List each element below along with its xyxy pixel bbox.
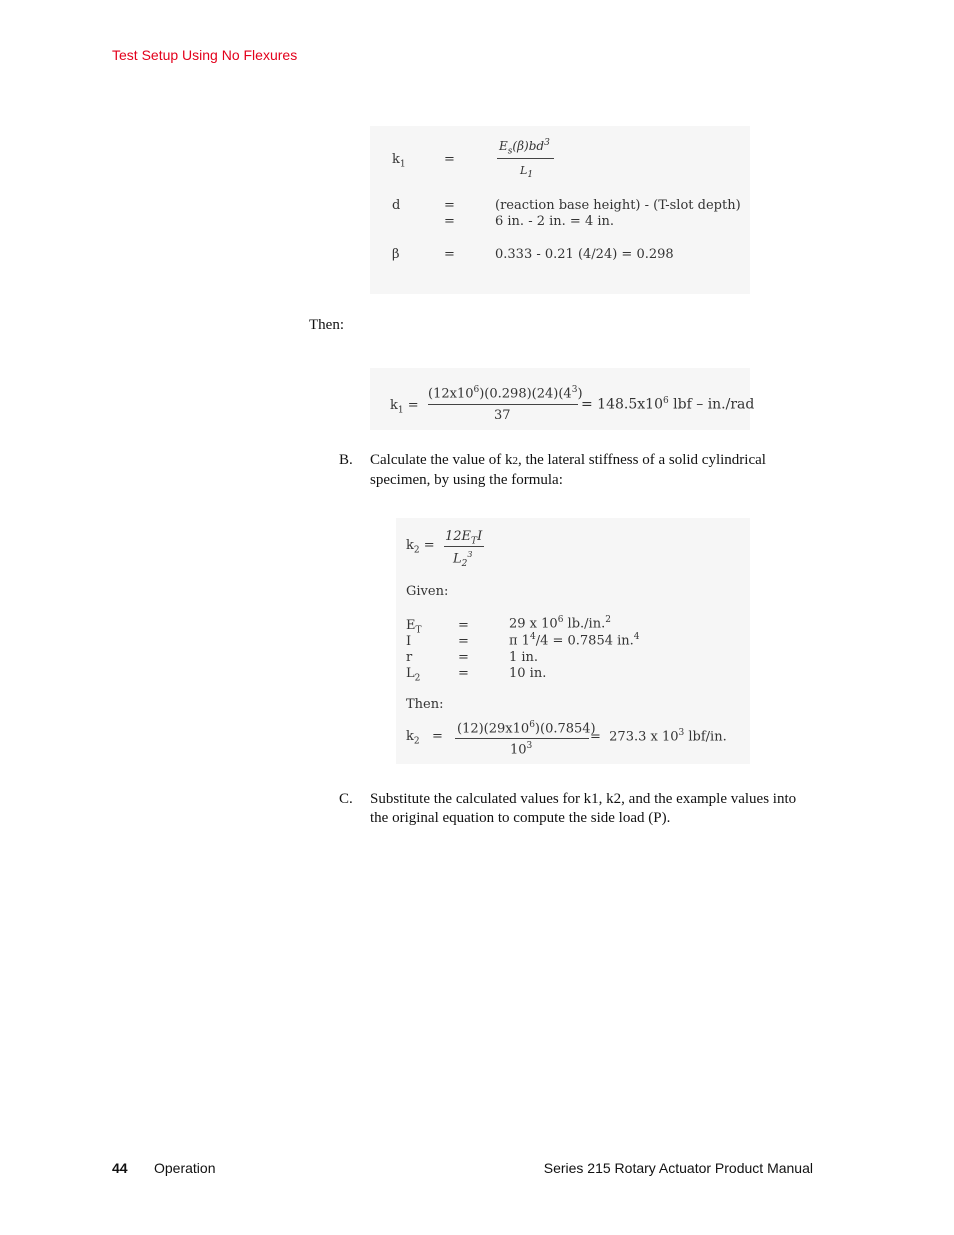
equals-sign: = bbox=[444, 214, 455, 229]
step-b-text-line2: specimen, by using the formula: bbox=[370, 472, 563, 488]
k2-calc-label: $k_2$ bbox=[406, 729, 420, 747]
page-number: 44 bbox=[112, 1160, 128, 1176]
step-c-text-line2: the original equation to compute the side load (P). bbox=[370, 810, 671, 826]
equals-sign: = bbox=[444, 198, 455, 213]
given-label: Given: bbox=[406, 584, 449, 599]
given-row-et-value: 29 x $10^6$ lb./in.$^2$ bbox=[509, 615, 611, 632]
fraction-bar bbox=[455, 738, 589, 739]
k1-numerator: $E_s(\beta)bd^3$ bbox=[499, 138, 550, 157]
manual-title: Series 215 Rotary Actuator Product Manual bbox=[543, 1160, 813, 1176]
beta-value: 0.333 - 0.21 (4/24) = 0.298 bbox=[495, 247, 674, 262]
step-c-marker: C. bbox=[339, 791, 353, 807]
k2-calc-denominator: $10^3$ bbox=[510, 741, 533, 758]
given-row-et-equals: = bbox=[458, 618, 469, 633]
step-c-text bbox=[370, 790, 796, 828]
step-b-text-part1: Calculate the value of k bbox=[370, 452, 513, 468]
equation-block-k1-definition bbox=[370, 126, 750, 294]
equation-block-k1-result bbox=[370, 368, 755, 430]
chapter-name: Operation bbox=[154, 1160, 216, 1176]
given-row-r-equals: = bbox=[458, 650, 469, 665]
given-row-r-symbol: r bbox=[406, 650, 413, 665]
fraction-bar bbox=[497, 158, 554, 159]
k1-calc-result: = $148.5x10^6$ lbf – in./rad bbox=[581, 396, 755, 413]
d-label: d bbox=[392, 198, 401, 213]
step-b-text-part2: , the lateral stiffness of a solid cylindrical bbox=[517, 452, 766, 468]
given-row-i-equals: = bbox=[458, 634, 469, 649]
k2-subscript: 2 bbox=[512, 455, 518, 467]
d-definition: (reaction base height) - (T-slot depth) bbox=[495, 198, 741, 213]
then-label-box: Then: bbox=[406, 697, 444, 712]
given-row-l2-value: 10 in. bbox=[509, 666, 547, 681]
step-b-text bbox=[370, 451, 766, 490]
k2-calc-equals: = bbox=[432, 729, 443, 744]
then-label: Then: bbox=[309, 317, 344, 333]
beta-label: β bbox=[392, 247, 400, 262]
k2-calc-numerator: $(12)(29x10^6)(0.7854)$ bbox=[457, 720, 596, 737]
k1-calc-denominator: 37 bbox=[494, 408, 511, 423]
k1-label: $k_1$ = bbox=[390, 398, 419, 416]
given-row-et-symbol: $E_T$ bbox=[406, 618, 422, 636]
d-value: 6 in. - 2 in. = 4 in. bbox=[495, 214, 615, 229]
k1-label: $k_1$ bbox=[392, 152, 406, 170]
fraction-bar bbox=[444, 546, 484, 547]
equation-block-k2 bbox=[396, 518, 750, 764]
given-row-l2-equals: = bbox=[458, 666, 469, 681]
k2-calc-result: = 273.3 x $10^3$ lbf/in. bbox=[590, 728, 727, 745]
k2-denominator: $L_2^3$ bbox=[453, 550, 473, 569]
k2-label: $k_2$ = bbox=[406, 538, 435, 556]
given-row-i-symbol: I bbox=[406, 634, 412, 649]
given-row-l2-symbol: $L_2$ bbox=[406, 666, 421, 684]
given-row-i-value: π $1^4/4 = 0.7854$ in.$^4$ bbox=[509, 632, 640, 649]
given-row-r-value: 1 in. bbox=[509, 650, 539, 665]
k1-calc-numerator: $(12x10^6)(0.298)(24)(4^3)$ bbox=[428, 385, 583, 402]
equals-sign: = bbox=[444, 152, 455, 167]
step-b-marker: B. bbox=[339, 452, 353, 468]
equals-sign: = bbox=[444, 247, 455, 262]
k1-denominator: $L_1$ bbox=[520, 164, 534, 181]
fraction-bar bbox=[428, 404, 578, 405]
running-header: Test Setup Using No Flexures bbox=[112, 47, 298, 63]
step-c-text-line1: Substitute the calculated values for k1, k2, and the example values into bbox=[370, 791, 797, 807]
k2-numerator: $12E_TI$ bbox=[445, 529, 483, 547]
